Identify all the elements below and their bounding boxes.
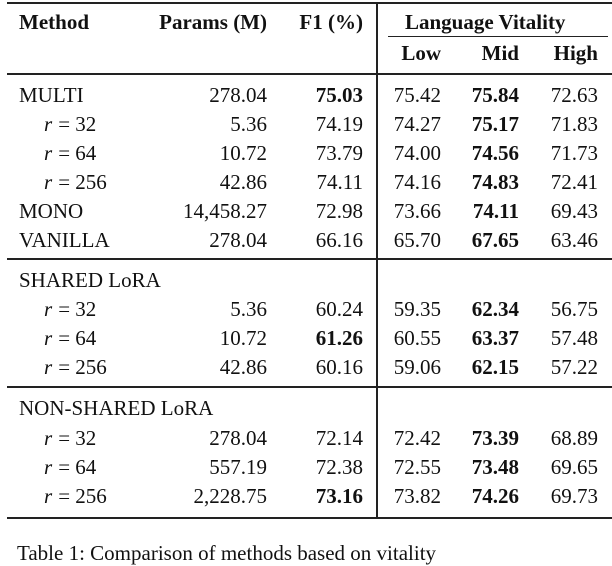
top-rule	[7, 2, 612, 4]
low-cell: 74.16	[393, 170, 441, 194]
mid-cell: 73.39	[471, 426, 519, 450]
params-cell: 5.36	[230, 297, 267, 321]
high-cell: 57.22	[550, 355, 598, 379]
method-value: = 64	[58, 455, 97, 479]
method-cell	[44, 140, 96, 166]
method-cell	[44, 354, 107, 380]
method-variable: r	[44, 326, 53, 350]
low-cell: 73.82	[393, 484, 441, 508]
section-rule-1	[7, 258, 612, 260]
method-value: = 32	[58, 112, 97, 136]
method-value: = 256	[58, 484, 107, 508]
f1-cell: 60.16	[315, 355, 363, 379]
section-title: NON-SHARED LoRA	[19, 396, 214, 420]
f1-cell: 73.79	[315, 141, 363, 165]
low-cell: 59.06	[393, 355, 441, 379]
header-mid: Mid	[481, 41, 519, 65]
high-cell: 56.75	[550, 297, 598, 321]
params-cell: 42.86	[219, 170, 267, 194]
vertical-separator-header	[376, 4, 378, 73]
params-cell: 557.19	[209, 455, 267, 479]
f1-cell: 61.26	[315, 326, 363, 350]
f1-cell: 74.19	[315, 112, 363, 136]
f1-cell: 73.16	[315, 484, 363, 508]
mid-cell: 62.34	[471, 297, 519, 321]
mid-cell: 63.37	[471, 326, 519, 350]
params-cell: 278.04	[209, 83, 267, 107]
method-variable: r	[44, 355, 53, 379]
method-value: = 256	[58, 170, 107, 194]
params-cell: 42.86	[219, 355, 267, 379]
mid-cell: 62.15	[471, 355, 519, 379]
mid-cell: 73.48	[471, 455, 519, 479]
low-cell: 72.42	[393, 426, 441, 450]
f1-cell: 72.14	[315, 426, 363, 450]
params-cell: 278.04	[209, 228, 267, 252]
high-cell: 71.73	[550, 141, 598, 165]
header-rule	[7, 73, 612, 75]
high-cell: 68.89	[550, 426, 598, 450]
low-cell: 65.70	[393, 228, 441, 252]
header-language-vitality: Language Vitality	[405, 10, 566, 34]
high-cell: 69.73	[550, 484, 598, 508]
mid-cell: 74.56	[471, 141, 519, 165]
mid-cell: 74.26	[471, 484, 519, 508]
low-cell: 74.27	[393, 112, 441, 136]
header-low: Low	[401, 41, 441, 65]
low-cell: 75.42	[393, 83, 441, 107]
high-cell: 69.43	[550, 199, 598, 223]
high-cell: 57.48	[550, 326, 598, 350]
method-cell	[44, 483, 107, 509]
method-value: = 256	[58, 355, 107, 379]
f1-cell: 66.16	[315, 228, 363, 252]
f1-cell: 72.38	[315, 455, 363, 479]
header-params: Params (M)	[159, 10, 267, 34]
low-cell: 74.00	[393, 141, 441, 165]
params-cell: 5.36	[230, 112, 267, 136]
params-cell: 2,228.75	[193, 484, 267, 508]
method-variable: r	[44, 112, 53, 136]
high-cell: 72.63	[550, 83, 598, 107]
high-cell: 72.41	[550, 170, 598, 194]
table-caption: Table 1: Comparison of methods based on vitality	[17, 541, 437, 565]
f1-cell: 75.03	[315, 83, 363, 107]
high-cell: 63.46	[550, 228, 598, 252]
low-cell: 60.55	[393, 326, 441, 350]
mid-cell: 74.83	[471, 170, 519, 194]
params-cell: 10.72	[219, 326, 267, 350]
mid-cell: 74.11	[472, 199, 519, 223]
method-cell: MONO	[19, 199, 84, 223]
params-cell: 10.72	[219, 141, 267, 165]
method-cell	[44, 169, 107, 195]
vertical-separator-section-2	[376, 260, 378, 386]
f1-cell: 74.11	[316, 170, 363, 194]
method-variable: r	[44, 426, 53, 450]
header-f1: F1 (%)	[299, 10, 363, 34]
method-variable: r	[44, 141, 53, 165]
high-cell: 69.65	[550, 455, 598, 479]
method-cell: VANILLA	[19, 228, 110, 252]
mid-cell: 75.17	[471, 112, 519, 136]
method-cell	[44, 111, 96, 137]
method-cell	[44, 296, 96, 322]
method-variable: r	[44, 297, 53, 321]
method-value: = 64	[58, 141, 97, 165]
f1-cell: 72.98	[315, 199, 363, 223]
f1-cell: 60.24	[315, 297, 363, 321]
method-cell	[44, 454, 96, 480]
method-variable: r	[44, 170, 53, 194]
method-variable: r	[44, 484, 53, 508]
vertical-separator-section-1	[376, 74, 378, 258]
params-cell: 14,458.27	[183, 199, 267, 223]
bottom-rule	[7, 517, 612, 519]
high-cell: 71.83	[550, 112, 598, 136]
section-rule-2	[7, 386, 612, 388]
low-cell: 73.66	[393, 199, 441, 223]
method-cell: MULTI	[19, 83, 84, 107]
header-high: High	[553, 41, 598, 65]
vitality-cmidrule	[388, 36, 608, 37]
params-cell: 278.04	[209, 426, 267, 450]
low-cell: 59.35	[393, 297, 441, 321]
method-cell	[44, 325, 96, 351]
mid-cell: 75.84	[471, 83, 519, 107]
mid-cell: 67.65	[471, 228, 519, 252]
header-method: Method	[19, 10, 89, 34]
method-value: = 64	[58, 326, 97, 350]
method-cell	[44, 425, 96, 451]
low-cell: 72.55	[393, 455, 441, 479]
vertical-separator-section-3	[376, 388, 378, 517]
method-value: = 32	[58, 297, 97, 321]
method-value: = 32	[58, 426, 97, 450]
method-variable: r	[44, 455, 53, 479]
section-title: SHARED LoRA	[19, 268, 161, 292]
